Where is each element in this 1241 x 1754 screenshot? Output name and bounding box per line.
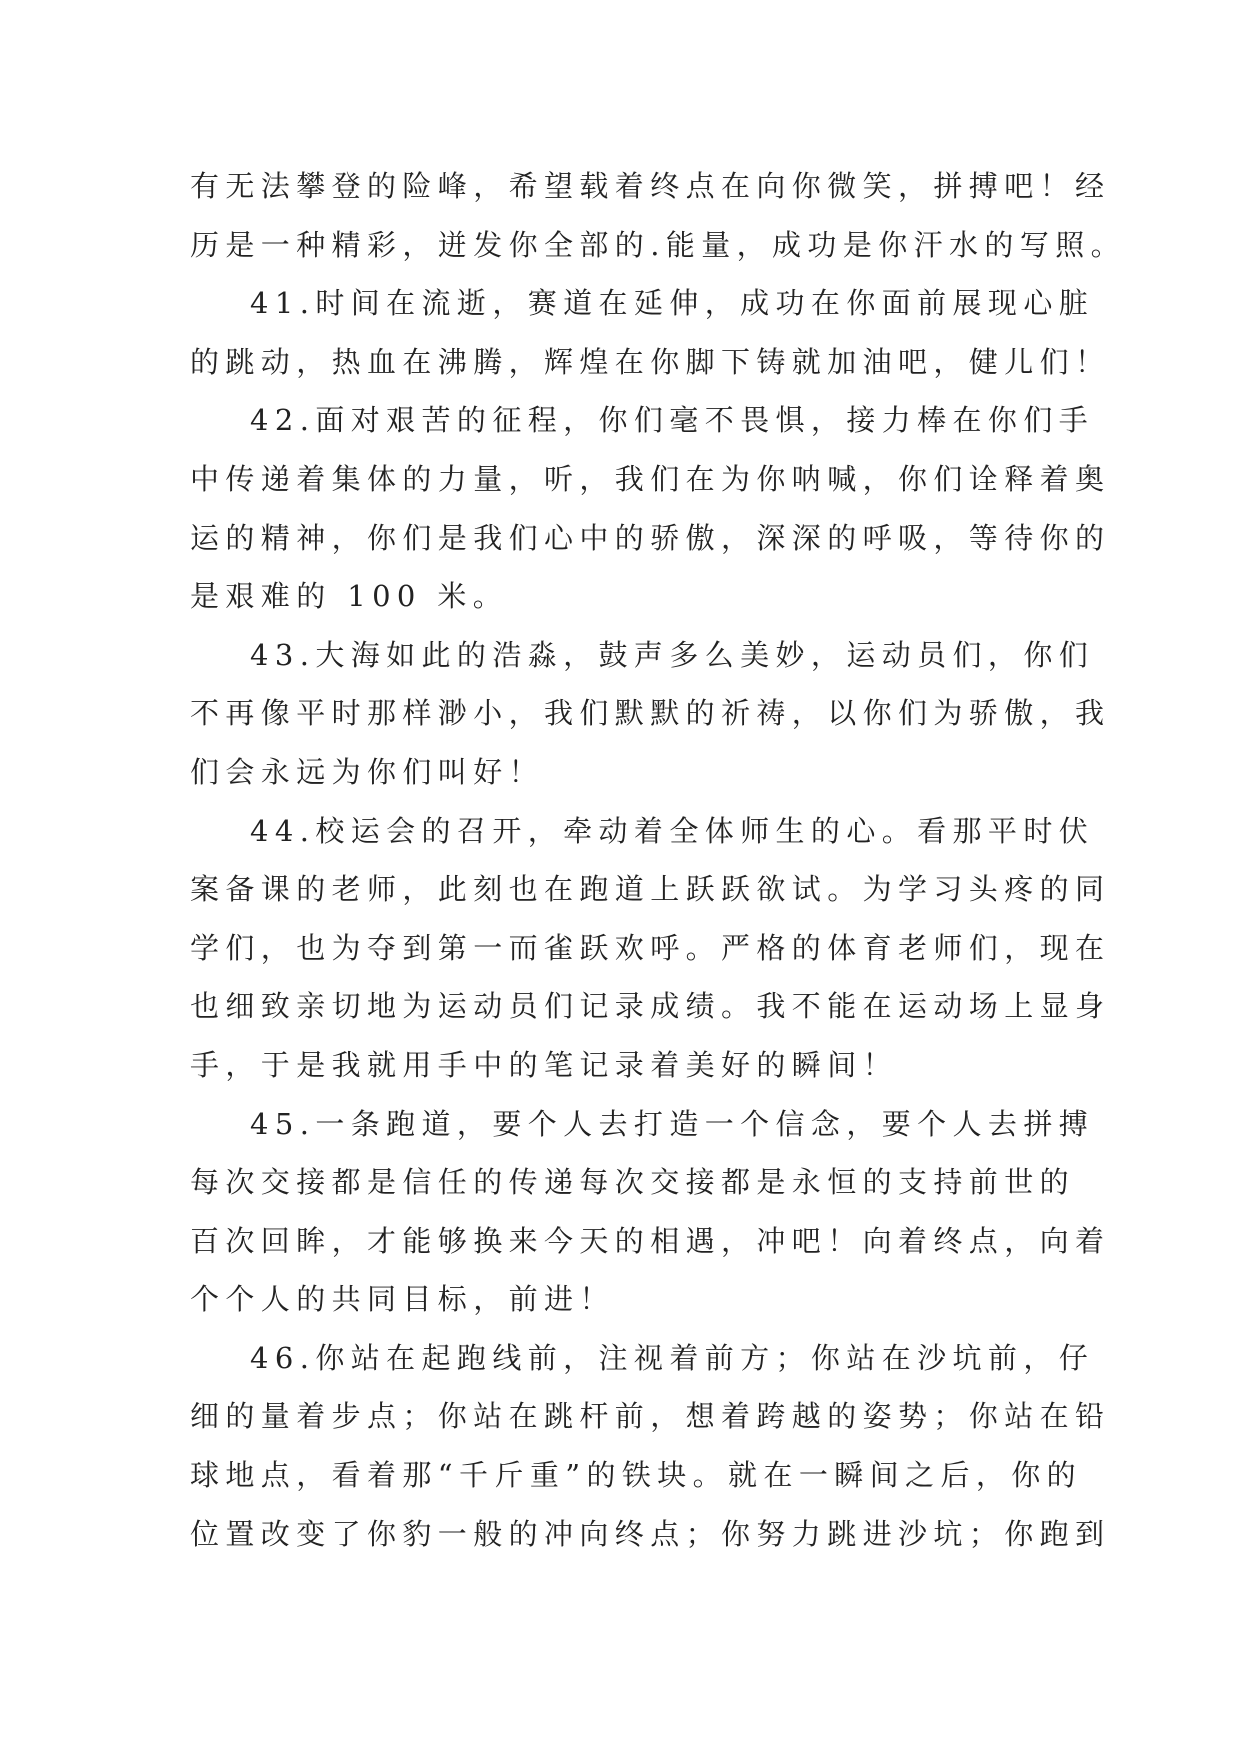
paragraph-start-41: 41.时间在流逝，赛道在延伸，成功在你面前展现心脏 — [250, 286, 1095, 321]
text-line: 也细致亲切地为运动员们记录成绩。我不能在运动场上显身 — [190, 989, 1111, 1024]
text-line: 历是一种精彩，迸发你全部的.能量，成功是你汗水的写照。 — [190, 227, 1127, 262]
paragraph-start-43: 43.大海如此的浩淼，鼓声多么美妙，运动员们，你们 — [250, 637, 1095, 672]
text-line: 细的量着步点；你站在跳杆前，想着跨越的姿势；你站在铅 — [190, 1399, 1111, 1434]
text-line: 案备课的老师，此刻也在跑道上跃跃欲试。为学习头疼的同 — [190, 872, 1111, 907]
text-line: 百次回眸，才能够换来今天的相遇，冲吧！向着终点，向着 — [190, 1223, 1111, 1258]
paragraph-start-45: 45.一条跑道，要个人去打造一个信念，要个人去拼搏 — [250, 1106, 1095, 1141]
text-line: 每次交接都是信任的传递每次交接都是永恒的支持前世的 — [190, 1165, 1076, 1200]
text-line: 中传递着集体的力量，听，我们在为你呐喊，你们诠释着奥 — [190, 461, 1111, 496]
text-line: 球地点，看着那“千斤重”的铁块。就在一瞬间之后，你的 — [190, 1458, 1083, 1493]
paragraph-start-44: 44.校运会的召开，牵动着全体师生的心。看那平时伏 — [250, 813, 1095, 848]
document-body — [190, 157, 1127, 1563]
text-line: 个个人的共同目标，前进！ — [190, 1282, 615, 1317]
text-line: 的跳动，热血在沸腾，辉煌在你脚下铸就加油吧，健儿们！ — [190, 344, 1111, 379]
text-line: 学们，也为夺到第一而雀跃欢呼。严格的体育老师们，现在 — [190, 930, 1111, 965]
text-line: 不再像平时那样渺小，我们默默的祈祷，以你们为骄傲，我 — [190, 696, 1111, 731]
text-line: 位置改变了你豹一般的冲向终点；你努力跳进沙坑；你跑到 — [190, 1516, 1111, 1551]
paragraph-start-42: 42.面对艰苦的征程，你们毫不畏惧，接力棒在你们手 — [250, 403, 1095, 438]
text-line: 有无法攀登的险峰，希望载着终点在向你微笑，拼搏吧！经 — [190, 169, 1111, 203]
text-line: 是艰难的 100 米。 — [190, 579, 509, 614]
text-line: 运的精神，你们是我们心中的骄傲，深深的呼吸，等待你的 — [190, 520, 1111, 555]
text-line: 们会永远为你们叫好！ — [190, 754, 545, 789]
paragraph-start-46: 46.你站在起跑线前，注视着前方；你站在沙坑前，仔 — [250, 1340, 1095, 1375]
text-line: 手，于是我就用手中的笔记录着美好的瞬间！ — [190, 1047, 899, 1082]
